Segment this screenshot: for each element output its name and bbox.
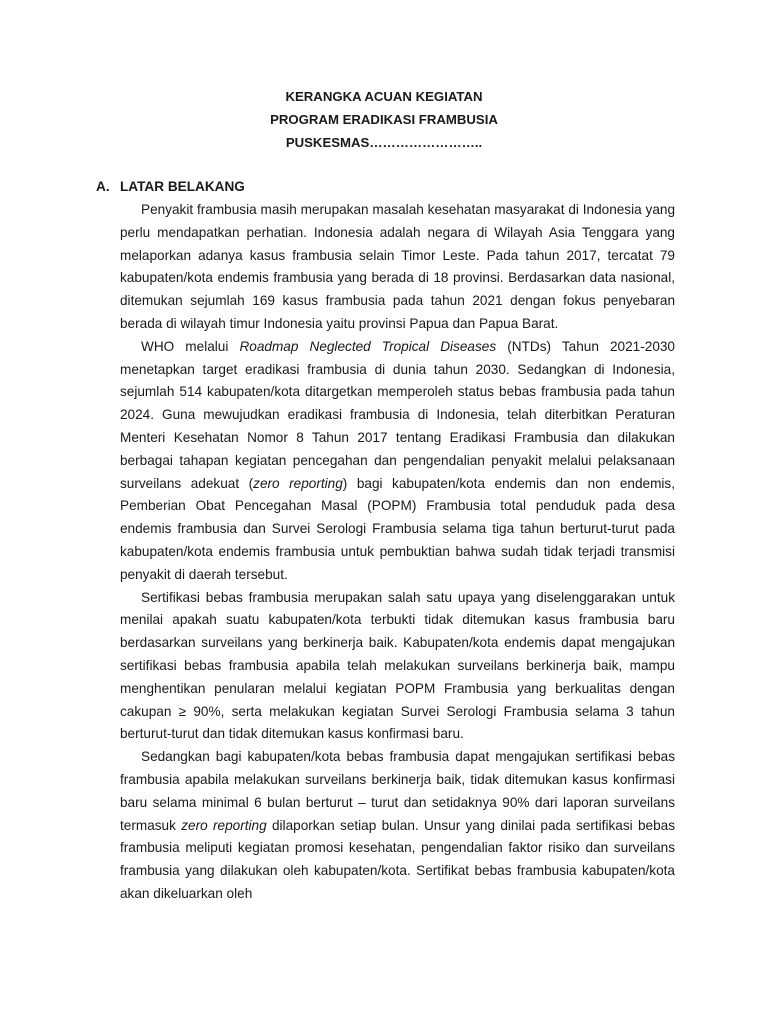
- section-heading: [96, 176, 245, 198]
- paragraph-text: Sedangkan bagi kabupaten/kota bebas frambusia dapat mengajukan sertifikasi bebas frambusia apabila melakukan surveilans berkinerja baik, tidak ditemukan kasus konfirmasi baru selama minimal 6 bulan berturut – turut dan setidaknya 90% dari laporan surveilans termasuk: [120, 749, 675, 833]
- italic-term: zero reporting: [253, 475, 343, 491]
- paragraph-text: (NTDs) Tahun 2021-2030 menetapkan target eradikasi frambusia di dunia tahun 2030. Sedangkan di Indonesia, sejumlah 514 kabupaten/kota ditargetkan memperoleh status bebas frambusia pada tahun 2024. Guna mewujudkan eradikasi frambusia di Indonesia, telah diterbitkan Peraturan Menteri Kesehatan Nomor 8 Tahun 2017 tentang Eradikasi Frambusia dan dilakukan berbagai tahapan kegiatan pencegahan dan pengendalian penyakit melalui pelaksanaan surveilans adekuat (: [120, 338, 675, 491]
- paragraph-text: Sertifikasi bebas frambusia merupakan salah satu upaya yang diselenggarakan untuk menilai apakah suatu kabupaten/kota terbukti tidak ditemukan kasus frambusia baru berdasarkan surveilans yang berkinerja baik. Kabupaten/kota endemis dapat mengajukan sertifikasi bebas frambusia apabila telah melakukan surveilans berkinerja baik, mampu menghentikan penularan melalui kegiatan POPM Frambusia yang berkualitas dengan cakupan ≥ 90%, serta melakukan kegiatan Survei Serologi Frambusia selama 3 tahun berturut-turut dan tidak ditemukan kasus konfirmasi baru.: [120, 589, 675, 742]
- paragraph-text: dilaporkan setiap bulan. Unsur yang dinilai pada sertifikasi bebas frambusia meliputi kegiatan promosi kesehatan, pengendalian faktor risiko dan surveilans frambusia yang dilakukan oleh kabupaten/kota. Sertifikat bebas frambusia kabupaten/kota akan dikeluarkan oleh: [120, 817, 675, 901]
- paragraph-text: ) bagi kabupaten/kota endemis dan non endemis, Pemberian Obat Pencegahan Masal (POPM) Frambusia total penduduk pada desa endemis frambusia dan Survei Serologi Frambusia selama tiga tahun berturut-turut pada kabupaten/kota endemis frambusia untuk pembuktian bahwa sudah tidak terjadi transmisi penyakit di daerah tersebut.: [120, 475, 676, 582]
- section-title: LATAR BELAKANG: [120, 179, 245, 194]
- document-header: [0, 85, 768, 154]
- body-paragraph: [120, 336, 675, 587]
- section-body: [120, 199, 675, 906]
- body-paragraph: [120, 587, 675, 747]
- puskesmas-title: PUSKESMAS……………………..: [285, 135, 483, 150]
- paragraph-text: Penyakit frambusia masih merupakan masalah kesehatan masyarakat di Indonesia yang perlu mendapatkan perhatian. Indonesia adalah negara di Wilayah Asia Tenggara yang melaporkan adanya kasus frambusia selain Timor Leste. Pada tahun 2017, tercatat 79 kabupaten/kota endemis frambusia yang berada di 18 provinsi. Berdasarkan data nasional, ditemukan sejumlah 169 kasus frambusia pada tahun 2021 dengan fokus penyebaran berada di wilayah timur Indonesia yaitu provinsi Papua dan Papua Barat.: [120, 202, 675, 331]
- program-title: PROGRAM ERADIKASI FRAMBUSIA: [270, 112, 498, 127]
- body-paragraph: [120, 746, 675, 906]
- italic-term: zero reporting: [181, 817, 267, 833]
- italic-term: Roadmap Neglected Tropical Diseases: [239, 338, 497, 354]
- paragraph-text: WHO melalui: [141, 338, 240, 354]
- body-paragraph: [120, 199, 675, 336]
- section-letter: A.: [96, 179, 110, 194]
- document-title: KERANGKA ACUAN KEGIATAN: [285, 89, 483, 104]
